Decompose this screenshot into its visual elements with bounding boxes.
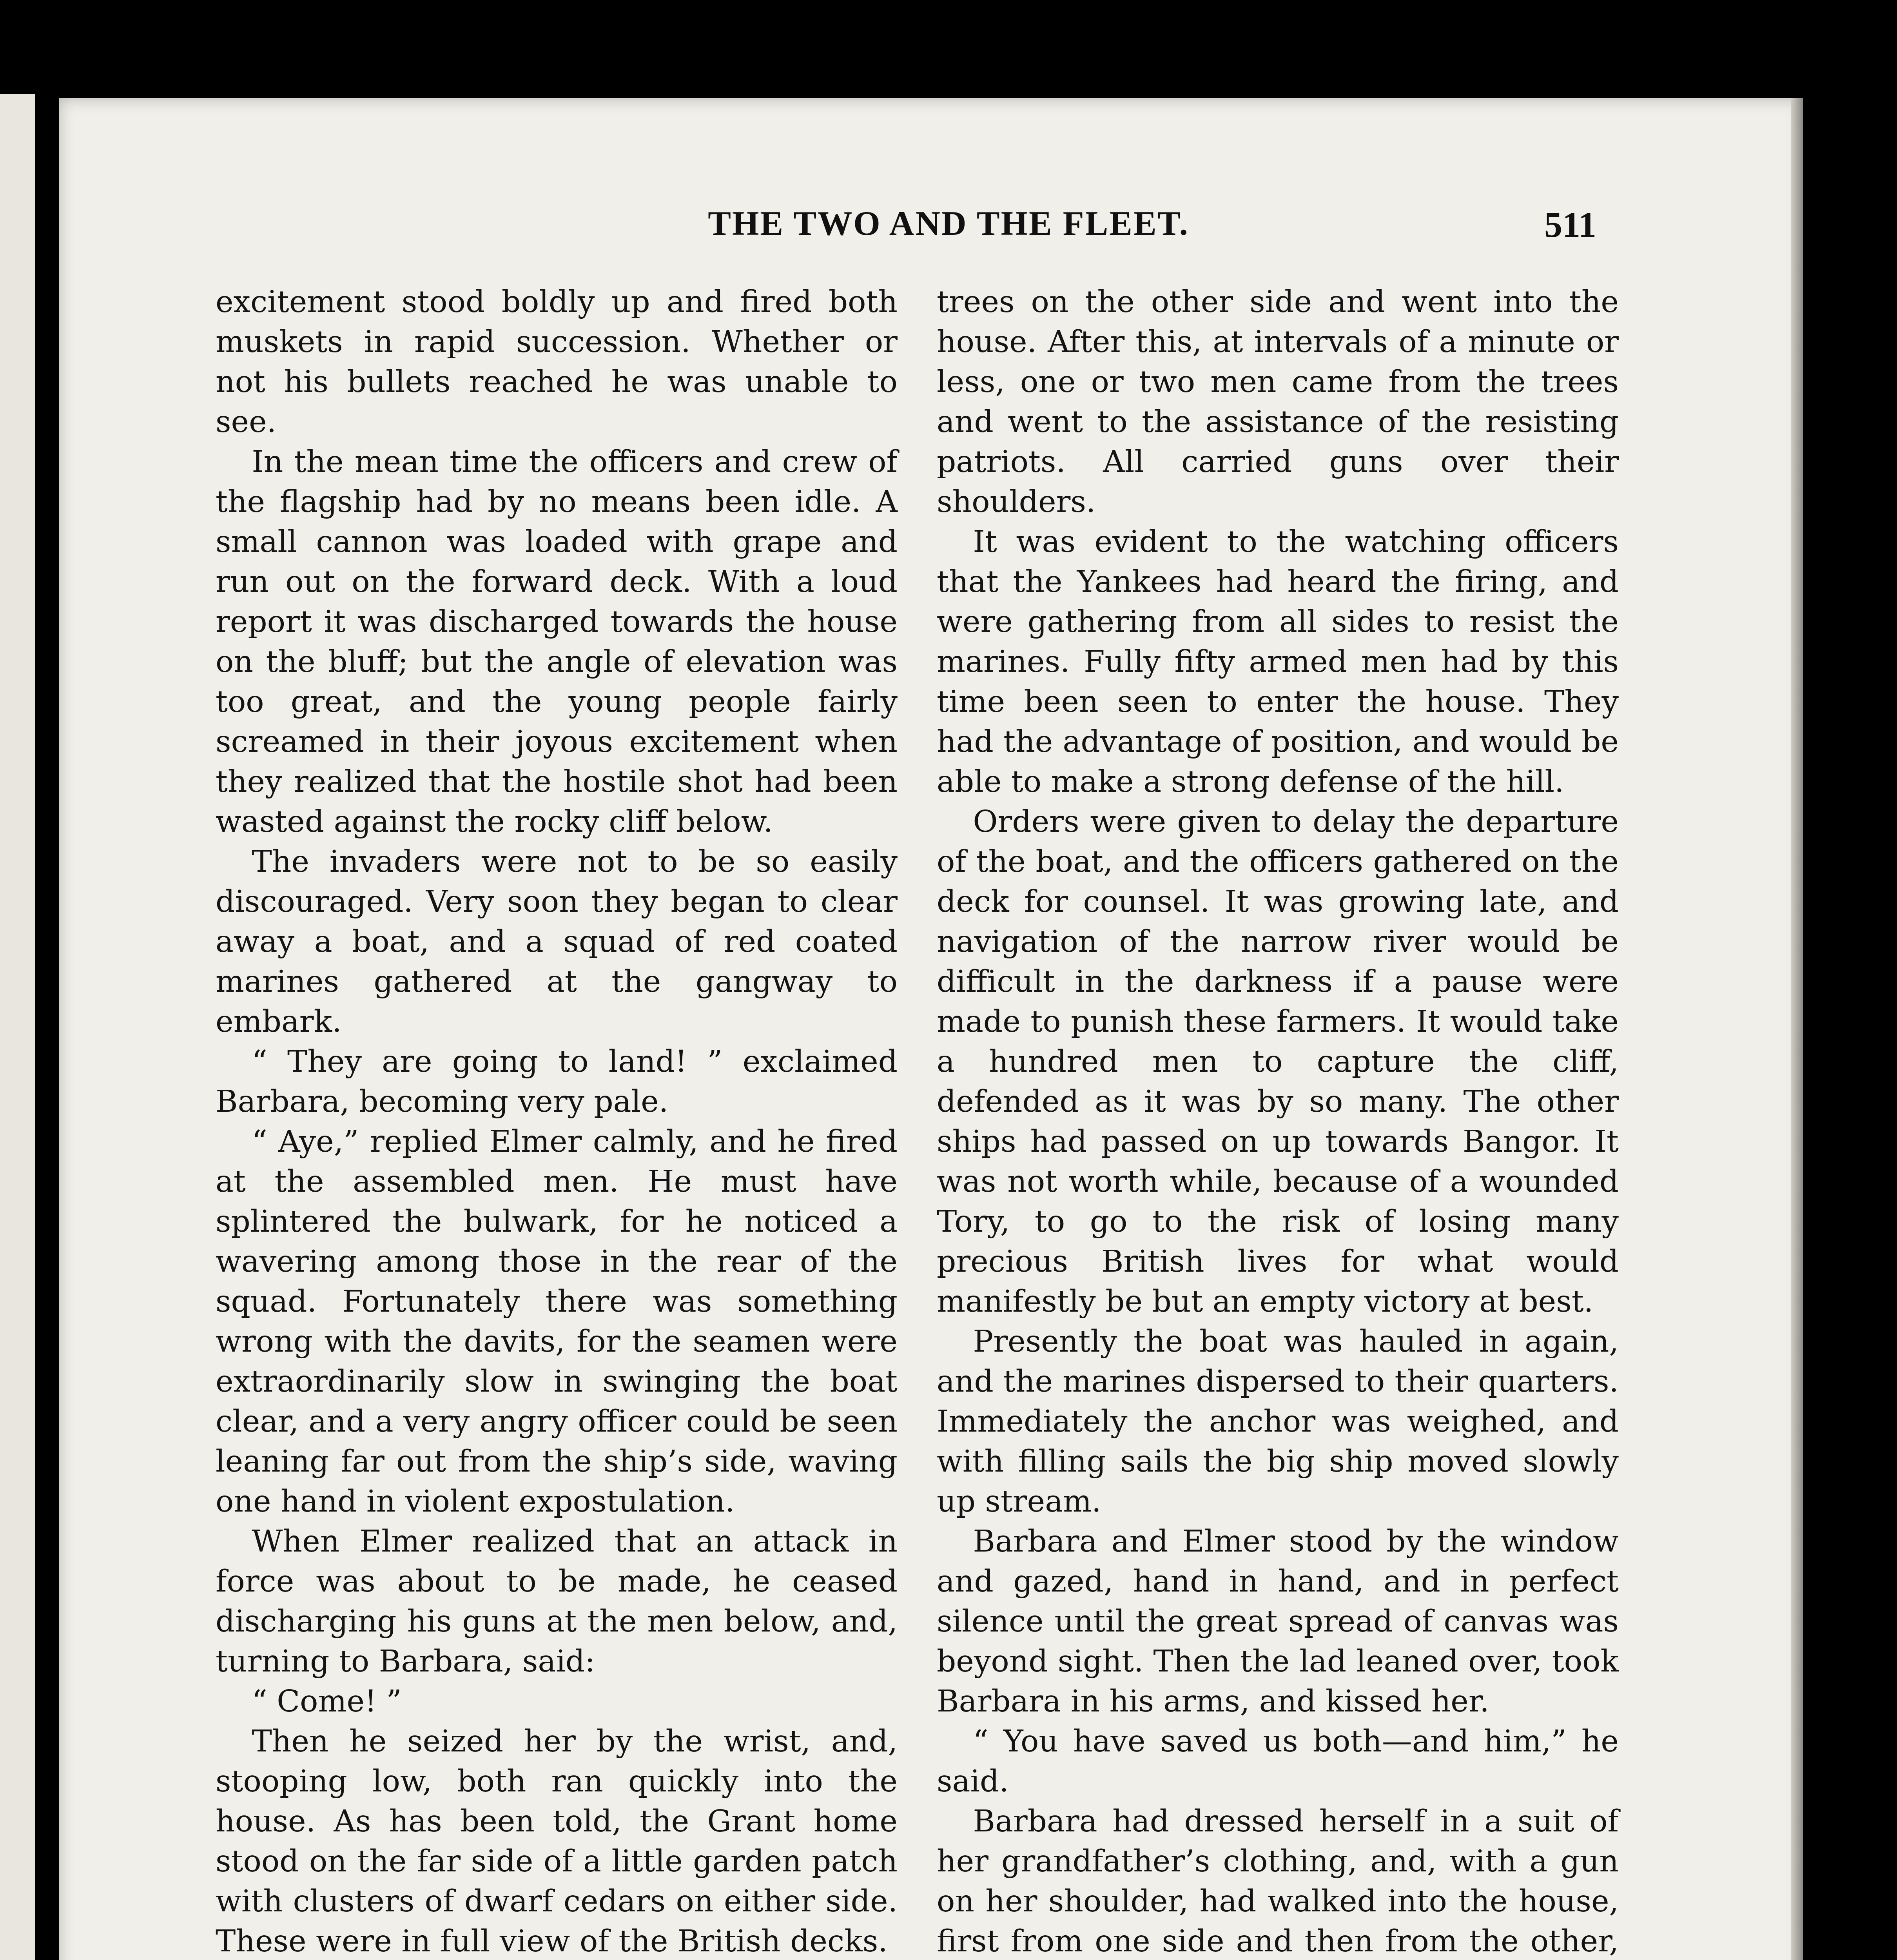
paragraph: When Elmer realized that an attack in force was about to be made, he ceased discharging his guns at the men below, and, turning to Barbara, said: <box>216 1524 898 1679</box>
paragraph: In the mean time the officers and crew of the flagship had by no means been idle. A small cannon was loaded with grape and run out on the forward deck. With a loud report it was discharged towards the house on the bluff; but the angle of elevation was too great, and the young people fairly screamed in their joyous excitement when they realized that the hostile shot had been wasted against the rocky cliff below. <box>216 445 898 839</box>
left-text-column <box>216 282 898 1960</box>
paragraph: Then he seized her by the wrist, and, stooping low, both ran quickly into the house. As has been told, the Grant home stood on the far side of a little garden patch with clusters of dwarf cedars on either side. These were in full view of the British decks. <box>216 1724 898 1959</box>
paragraph: “ Come! ” <box>252 1684 402 1719</box>
paragraph: trees on the other side and went into the house. After this, at intervals of a minute or less, one or two men came from the trees and went to the assistance of the resisting patriots. All carried guns over their shoulders. <box>937 285 1619 519</box>
paragraph: Orders were given to delay the departure of the boat, and the officers gathered on the deck for counsel. It was growing late, and navigation of the narrow river would be difficult in the darkness if a pause were made to punish these farmers. It would take a hundred men to capture the cliff, defended as it was by so many. The other ships had passed on up towards Bangor. It was not worth while, because of a wounded Tory, to go to the risk of losing many precious British lives for what would manifestly be but an empty victory at best. <box>937 804 1619 1319</box>
page-edge-shadow <box>1791 98 1803 1960</box>
paragraph: It was evident to the watching officers that the Yankees had heard the firing, and were gathering from all sides to resist the marines. Fully fifty armed men had by this time been seen to enter the house. They had the advantage of position, and would be able to make a strong defense of the hill. <box>937 524 1619 799</box>
paragraph: Presently the boat was hauled in again, and the marines dispersed to their quarters. Immediately the anchor was weighed, and with filling sails the big ship moved slowly up stream. <box>937 1324 1619 1519</box>
paragraph: excitement stood boldly up and fired both muskets in rapid succession. Whether or not his bullets reached he was unable to see. <box>216 285 898 439</box>
paragraph: “ Aye,” replied Elmer calmly, and he fired at the assembled men. He must have splintered the bulwark, for he noticed a wavering among those in the rear of the squad. Fortunately there was something wrong with the davits, for the seamen were extraordinarily slow in swinging the boat clear, and a very angry officer could be seen leaning far out from the ship’s side, waving one hand in violent expostulation. <box>216 1124 898 1519</box>
paragraph: “ You have saved us both—and him,” he said. <box>937 1724 1619 1799</box>
paragraph: The invaders were not to be so easily discouraged. Very soon they began to clear away a boat, and a squad of red coated marines gathered at the gangway to embark. <box>216 844 898 1039</box>
page-number: 511 <box>1544 205 1596 245</box>
paragraph: “ They are going to land! ” exclaimed Barbara, becoming very pale. <box>216 1044 898 1119</box>
right-text-column <box>937 282 1619 1960</box>
paragraph: Barbara had dressed herself in a suit of her grandfather’s clothing, and, with a gun on her shoulder, had walked into the house, first from one side and then from the other, <box>937 1804 1619 1959</box>
paragraph: Barbara and Elmer stood by the window and gazed, hand in hand, and in perfect silence until the great spread of canvas was beyond sight. Then the lad leaned over, took Barbara in his arms, and kissed her. <box>937 1524 1619 1719</box>
running-title: THE TWO AND THE FLEET. <box>708 205 1189 243</box>
adjacent-page-edge <box>0 94 35 1960</box>
